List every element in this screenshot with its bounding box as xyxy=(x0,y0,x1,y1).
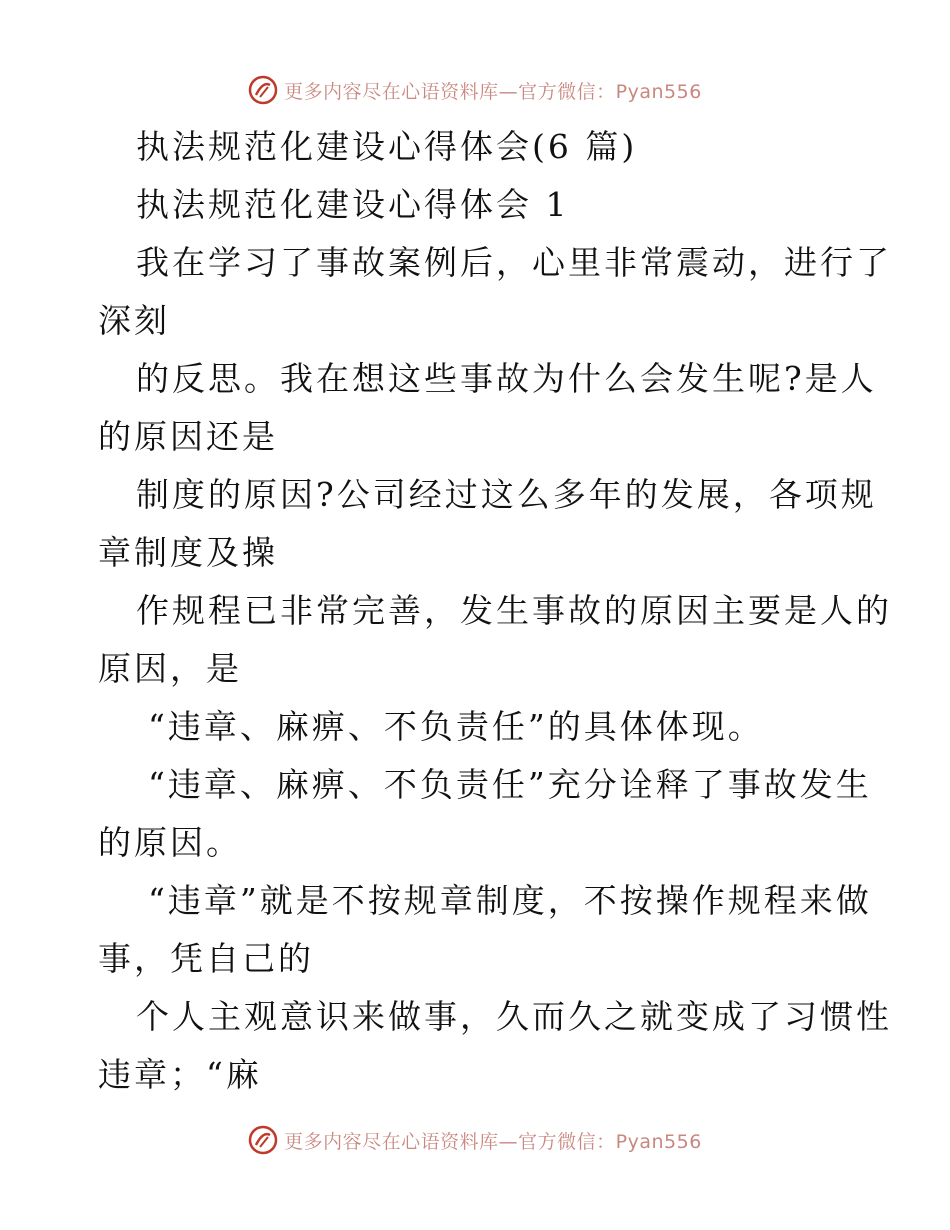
paragraph-line: 违章；“麻 xyxy=(98,1055,262,1094)
section-heading: 执法规范化建设心得体会 1 xyxy=(136,185,570,224)
document-body xyxy=(98,118,892,1104)
header-banner xyxy=(0,70,950,110)
paragraph-line: 制度的原因?公司经过这么多年的发展，各项规 xyxy=(136,475,877,514)
paragraph-line: 的反思。我在想这些事故为什么会发生呢?是人 xyxy=(136,359,877,398)
footer-banner xyxy=(0,1120,950,1160)
footer-banner-text: 更多内容尽在心语资料库—官方微信：Pyan556 xyxy=(284,1130,702,1153)
paragraph-line: “违章”就是不按规章制度，不按操作规程来做 xyxy=(148,881,872,920)
paragraph-line: 原因，是 xyxy=(98,649,242,688)
header-banner-text: 更多内容尽在心语资料库—官方微信：Pyan556 xyxy=(284,80,702,103)
paragraph-line: 作规程已非常完善，发生事故的原因主要是人的 xyxy=(136,591,892,630)
paragraph-line: 的原因还是 xyxy=(98,417,278,456)
logo-icon xyxy=(248,1125,278,1155)
paragraph-line: “违章、麻痹、不负责任”的具体体现。 xyxy=(148,707,764,746)
paragraph-line: 个人主观意识来做事，久而久之就变成了习惯性 xyxy=(136,997,892,1036)
paragraph-line: 章制度及操 xyxy=(98,533,278,572)
paragraph-line: 我在学习了事故案例后，心里非常震动，进行了 xyxy=(136,243,892,282)
paragraph-line: 深刻 xyxy=(98,301,170,340)
paragraph-line: 的原因。 xyxy=(98,823,242,862)
paragraph-line: “违章、麻痹、不负责任”充分诠释了事故发生 xyxy=(148,765,872,804)
document-title: 执法规范化建设心得体会(6 篇) xyxy=(136,127,638,166)
logo-icon xyxy=(248,75,278,105)
paragraph-line: 事，凭自己的 xyxy=(98,939,314,978)
